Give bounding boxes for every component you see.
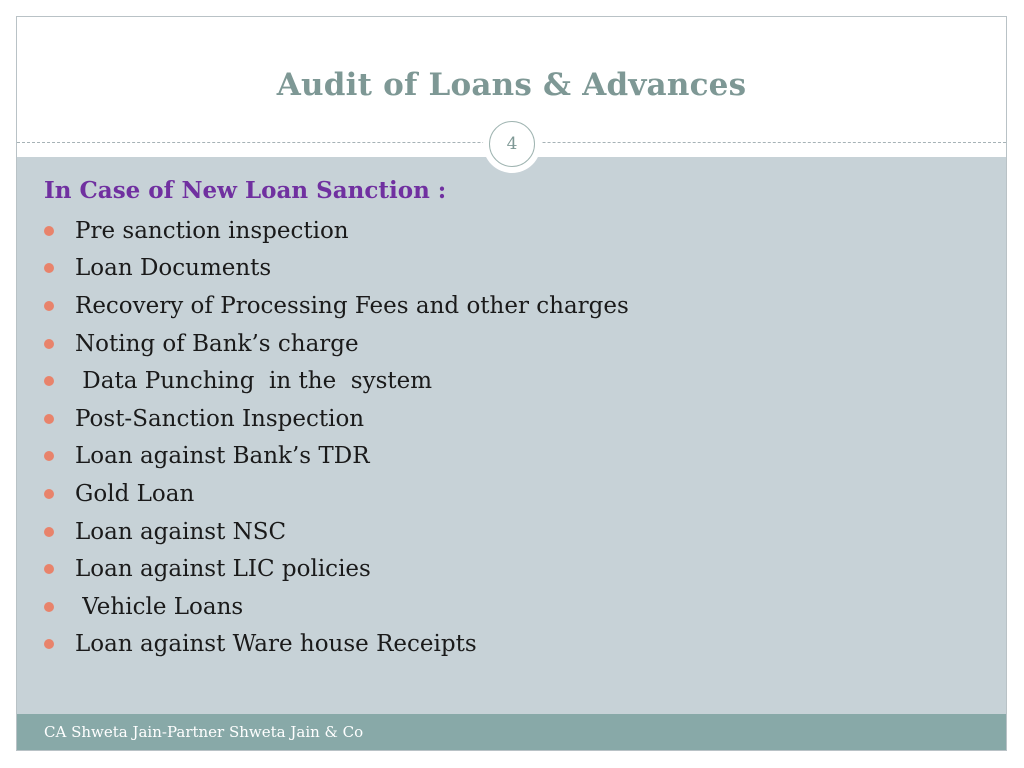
bullet-text: Loan against Bank’s TDR	[75, 443, 370, 470]
slide-title: Audit of Loans & Advances	[276, 67, 747, 103]
bullet-dot-icon	[44, 564, 54, 574]
bullet-item	[44, 325, 629, 363]
bullet-dot-icon	[44, 527, 54, 537]
bullet-text: Post-Sanction Inspection	[75, 405, 365, 432]
bullet-dot-icon	[44, 414, 54, 424]
bullet-dot-icon	[44, 376, 54, 386]
bullet-dot-icon	[44, 489, 54, 499]
bullet-text: Pre sanction inspection	[75, 217, 349, 244]
footer-text: CA Shweta Jain-Partner Shweta Jain & Co	[44, 723, 364, 741]
bullet-dot-icon	[44, 451, 54, 461]
bullet-item	[44, 550, 629, 588]
bullet-item	[44, 513, 629, 551]
bullet-dot-icon	[44, 639, 54, 649]
bullet-text: Vehicle Loans	[75, 593, 244, 620]
bullet-dot-icon	[44, 263, 54, 273]
bullet-item	[44, 250, 629, 288]
bullet-dot-icon	[44, 602, 54, 612]
bullet-text: Loan against NSC	[75, 518, 287, 545]
bullet-item	[44, 212, 629, 250]
bullet-text: Data Punching in the system	[75, 368, 433, 395]
bullet-text: Recovery of Processing Fees and other charges	[75, 292, 629, 319]
bullet-item	[44, 588, 629, 626]
content-heading: In Case of New Loan Sanction :	[44, 177, 447, 204]
bullet-list	[44, 212, 629, 663]
footer-bar	[17, 714, 1006, 750]
bullet-text: Loan Documents	[75, 255, 272, 282]
bullet-item	[44, 626, 629, 664]
bullet-dot-icon	[44, 226, 54, 236]
bullet-text: Loan against LIC policies	[75, 556, 371, 583]
slide	[16, 16, 1007, 751]
page-number-badge	[483, 115, 541, 173]
bullet-item	[44, 475, 629, 513]
bullet-text: Gold Loan	[75, 480, 195, 507]
bullet-dot-icon	[44, 339, 54, 349]
bullet-item	[44, 287, 629, 325]
bullet-item	[44, 438, 629, 476]
bullet-text: Noting of Bank’s charge	[75, 330, 359, 357]
bullet-item	[44, 400, 629, 438]
bullet-text: Loan against Ware house Receipts	[75, 631, 477, 658]
bullet-dot-icon	[44, 301, 54, 311]
page-number: 4	[489, 121, 535, 167]
bullet-item	[44, 362, 629, 400]
